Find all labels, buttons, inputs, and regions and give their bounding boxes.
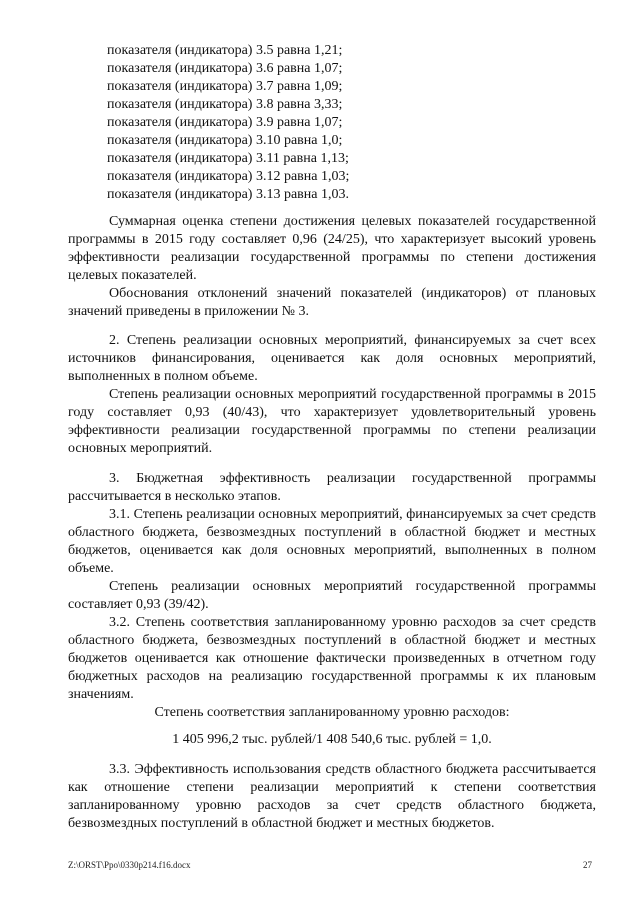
section-3-1-result: Степень реализации основных мероприятий государственной программы составляет 0,93 (39/42). xyxy=(68,579,596,612)
indicator-list xyxy=(107,42,527,204)
file-path: Z:\ORST\Ppo\0330p214.f16.docx xyxy=(68,860,191,870)
indicator-line: показателя (индикатора) 3.6 равна 1,07; xyxy=(107,61,343,76)
indicator-line: показателя (индикатора) 3.12 равна 1,03; xyxy=(107,169,350,184)
indicator-line: показателя (индикатора) 3.13 равна 1,03. xyxy=(107,187,349,202)
summary-paragraph: Суммарная оценка степени достижения целевых показателей государственной программы в 2015 году составляет 0,96 (24/25), что характеризует высокий уровень эффективности реализации государственной программы по степени достижения целевых показателей. xyxy=(68,214,596,283)
summary-section xyxy=(68,213,596,321)
section-2-intro: 2. Степень реализации основных мероприятий, финансируемых за счет всех источников финансирования, оценивается как доля основных мероприятий, выполненных в полном объеме. xyxy=(68,333,596,384)
section-3-3 xyxy=(68,761,596,833)
indicator-line: показателя (индикатора) 3.7 равна 1,09; xyxy=(107,79,343,94)
indicator-line: показателя (индикатора) 3.5 равна 1,21; xyxy=(107,43,343,58)
indicator-line: показателя (индикатора) 3.11 равна 1,13; xyxy=(107,151,349,166)
cost-formula: 1 405 996,2 тыс. рублей/1 408 540,6 тыс. рублей = 1,0. xyxy=(172,732,492,747)
section-2 xyxy=(68,332,596,458)
indicator-line: показателя (индикатора) 3.8 равна 3,33; xyxy=(107,97,343,112)
section-3-2: 3.2. Степень соответствия запланированному уровню расходов за счет средств областного бюджета, безвозмездных поступлений в областной бюджет и местных бюджетов оценивается как отношение фактически произведенных в отчетном году бюджетных расходов на реализацию государственной программы к их плановым значениям. xyxy=(68,615,596,702)
indicator-line: показателя (индикатора) 3.10 равна 1,0; xyxy=(107,133,343,148)
indicator-line: показателя (индикатора) 3.9 равна 1,07; xyxy=(107,115,343,130)
section-3-1: 3.1. Степень реализации основных мероприятий, финансируемых за счет средств областного бюджета, безвозмездных поступлений в областной бюджет и местных бюджетов, оценивается как доля основных мероприятий, выполненных в полном объеме. xyxy=(68,507,596,576)
section-2-result: Степень реализации основных мероприятий государственной программы в 2015 году составляет 0,93 (40/43), что характеризует удовлетворительный уровень эффективности реализации государственной программы по степени реализации основных мероприятий. xyxy=(68,387,596,456)
section-3-intro: 3. Бюджетная эффективность реализации государственной программы рассчитывается в несколько этапов. xyxy=(68,471,596,504)
section-3 xyxy=(68,470,596,722)
deviation-paragraph: Обоснования отклонений значений показателей (индикаторов) от плановых значений приведены в приложении № 3. xyxy=(68,286,596,319)
section-3-2-caption: Степень соответствия запланированному уровню расходов: xyxy=(154,705,510,720)
section-3-3-paragraph: 3.3. Эффективность использования средств областного бюджета рассчитывается как отношение степени реализации мероприятий к степени соответствия запланированному уровню расходов за счет средств областного бюджета, безвозмездных поступлений в областной бюджет и местных бюджетов. xyxy=(68,762,596,831)
page-number: 27 xyxy=(583,860,592,870)
